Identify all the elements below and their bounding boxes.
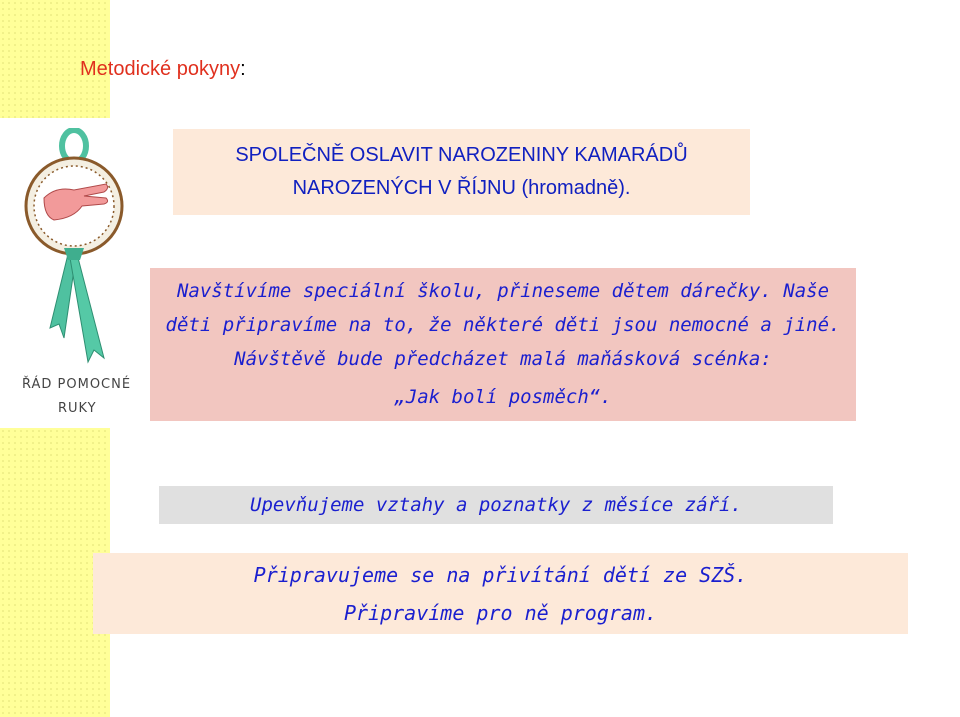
page-heading [80, 58, 246, 81]
puppet-show-title: „Jak bolí posměch“. [394, 386, 612, 408]
heading-text: Metodické pokyny [80, 58, 241, 80]
visit-line3: Návštěvě bude předcházet malá maňásková scénka: [234, 348, 772, 370]
medal-caption-line1: ŘÁD POMOCNÉ [22, 377, 132, 392]
heading-colon: : [240, 58, 246, 80]
birthday-line2: NAROZENÝCH V ŘÍJNU (hromadně). [292, 177, 631, 199]
relationships-box [159, 486, 833, 524]
welcome-line1: Připravujeme se na přivítání dětí ze SZŠ. [253, 563, 748, 587]
visit-line1: Navštívíme speciální školu, přineseme dětem dárečky. Naše [176, 280, 830, 302]
relationships-text: Upevňujeme vztahy a poznatky z měsíce září. [250, 494, 742, 516]
medal-caption-line2: RUKY [58, 401, 97, 416]
medal-illustration [14, 128, 129, 378]
ribbon-right [70, 250, 104, 362]
birthday-box [173, 129, 750, 215]
visit-line2: děti připravíme na to, že některé děti jsou nemocné a jiné. [165, 314, 841, 336]
welcome-line2: Připravíme pro ně program. [343, 601, 658, 625]
visit-box [150, 268, 856, 421]
welcome-box [93, 553, 908, 634]
birthday-line1: SPOLEČNĚ OSLAVIT NAROZENINY KAMARÁDŮ [235, 144, 688, 166]
medal-caption [22, 373, 132, 421]
